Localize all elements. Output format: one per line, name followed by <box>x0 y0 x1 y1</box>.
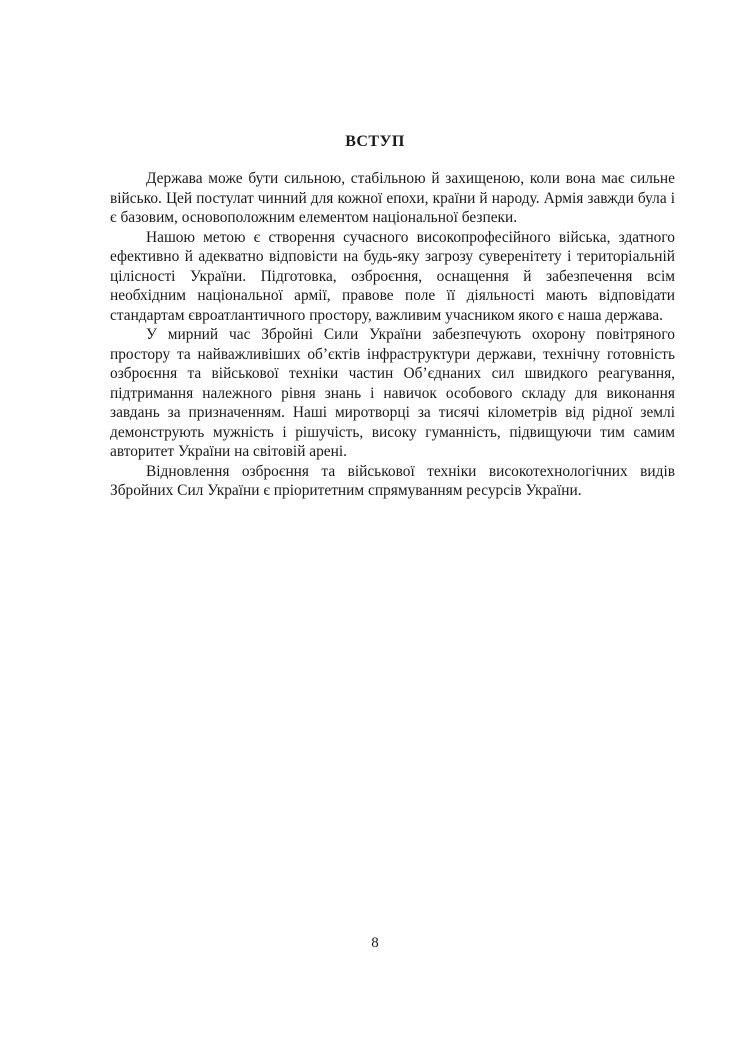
body-text <box>110 169 675 501</box>
paragraph-4: Відновлення озброєння та військової техніки високотехнологічних видів Збройних Сил України є пріоритетним спрямуванням ресурсів України. <box>110 462 675 499</box>
page-number: 8 <box>371 935 379 951</box>
paragraph-3: У мирний час Збройні Сили України забезпечують охорону повітряного простору та найважливіших об’єктів інфраструктури держави, технічну готовність озброєння та військової техніки частин Об’єднаних сил швидкого реагування, підтримання належного рівня знань і навичок особового складу для виконання завдань за призначенням. Наші миротворці за тисячі кілометрів від рідної землі демонструють мужність і рішучість, високу гуманність, підвищуючи тим самим авторитет України на світовій арені. <box>110 326 675 460</box>
paragraph-1: Держава може бути сильною, стабільною й захищеною, коли вона має сильне військо. Цей постулат чинний для кожної епохи, країни й народу. Армія завжди була і є базовим, основоположним елементом національної безпеки. <box>110 170 675 226</box>
page-title: ВСТУП <box>345 133 405 150</box>
paragraph-2: Нашою метою є створення сучасного високопрофесійного війська, здатного ефективно й адекватно відповісти на будь-яку загрозу суверенітету і територіальній цілісності України. Підготовка, озброєння, оснащення й забезпечення всім необхідним національної армії, правове поле її діяльності мають відповідати стандартам євроатлантичного простору, важливим учасником якого є наша держава. <box>110 228 675 324</box>
